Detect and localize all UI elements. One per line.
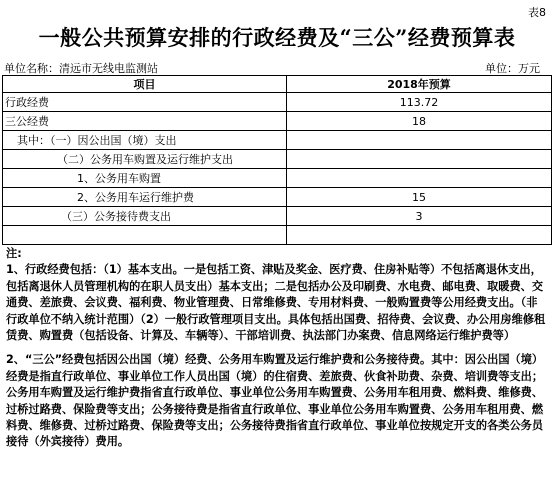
row-label: （三）公务接待费支出 [3, 207, 287, 226]
row-label: 2、公务用车运行维护费 [3, 188, 287, 207]
empty-cell [287, 226, 552, 245]
page-title: 一般公共预算安排的行政经费及“三公”经费预算表 [38, 25, 516, 50]
budget-table [2, 75, 552, 245]
row-value: 18 [287, 112, 552, 131]
table-row [3, 93, 552, 112]
row-value: 15 [287, 188, 552, 207]
row-label: 1、公务用车购置 [3, 169, 287, 188]
table-row [3, 188, 552, 207]
row-value: 3 [287, 207, 552, 226]
row-label: 行政经费 [3, 93, 287, 112]
table-header-row [3, 76, 552, 93]
row-label: 其中：（一）因公出国（境）支出 [3, 131, 287, 150]
table-row [3, 150, 552, 169]
unit-currency: 单位：万元 [485, 62, 540, 75]
row-label: （二）公务用车购置及运行维护支出 [3, 150, 287, 169]
notes-heading: 注: [6, 247, 22, 260]
empty-cell [3, 226, 287, 245]
table-row [3, 112, 552, 131]
notes-section [6, 246, 546, 451]
table-row [3, 169, 552, 188]
notes-paragraph-1: 1、行政经费包括：（1）基本支出。一是包括工资、津贴及奖金、医疗费、住房补贴等）不包括离退休支出，包括离退休人员管理机构的在职人员支出）基本支出；二是包括办公及印刷费、水电费、邮电费、取暖费、交通费、差旅费、会议费、福利费、物业管理费、日常维修费、专用材料费、一般购置费等公用经费支出。（非行政单位不纳入统计范围）（2）一般行政管理项目支出。具体包括出国费、招待费、会议费、办公用房维修租赁费、购置费（包括设备、计算及、车辆等）、干部培训费、执法部门办案费、信息网络运行维护费等） [6, 263, 546, 343]
table-row-empty [3, 226, 552, 245]
unit-name: 单位名称：清远市无线电监测站 [4, 62, 158, 75]
column-header-item: 项目 [3, 76, 287, 93]
row-label: 三公经费 [3, 112, 287, 131]
notes-gap [6, 344, 546, 352]
notes-paragraph-2: 2、“三公”经费包括因公出国（境）经费、公务用车购置及运行维护费和公务接待费。其中：因公出国（境）经费是指直行政单位、事业单位工作人员出国（境）的住宿费、差旅费、伙食补助费、杂费、培训费等支出；公务用车购置及运行维护费指省直行政单位、事业单位公务用车购置费、公务用车租用费、燃料费、维修费、过桥过路费、保险费等支出；公务接待费是指省直行政单位、事业单位公务用车购置费、公务用车租用费、燃料费、维修费、过桥过路费、保险费等支出；公务接待费指省直行政单位、事业单位按规定开支的各类公务员接待（外宾接待）费用。 [6, 353, 544, 449]
row-value [287, 169, 552, 188]
column-header-budget: 2018年预算 [287, 76, 552, 93]
row-value: 113.72 [287, 93, 552, 112]
row-value [287, 150, 552, 169]
table-number: 表8 [528, 6, 546, 19]
table-row [3, 131, 552, 150]
table-row [3, 207, 552, 226]
row-value [287, 131, 552, 150]
